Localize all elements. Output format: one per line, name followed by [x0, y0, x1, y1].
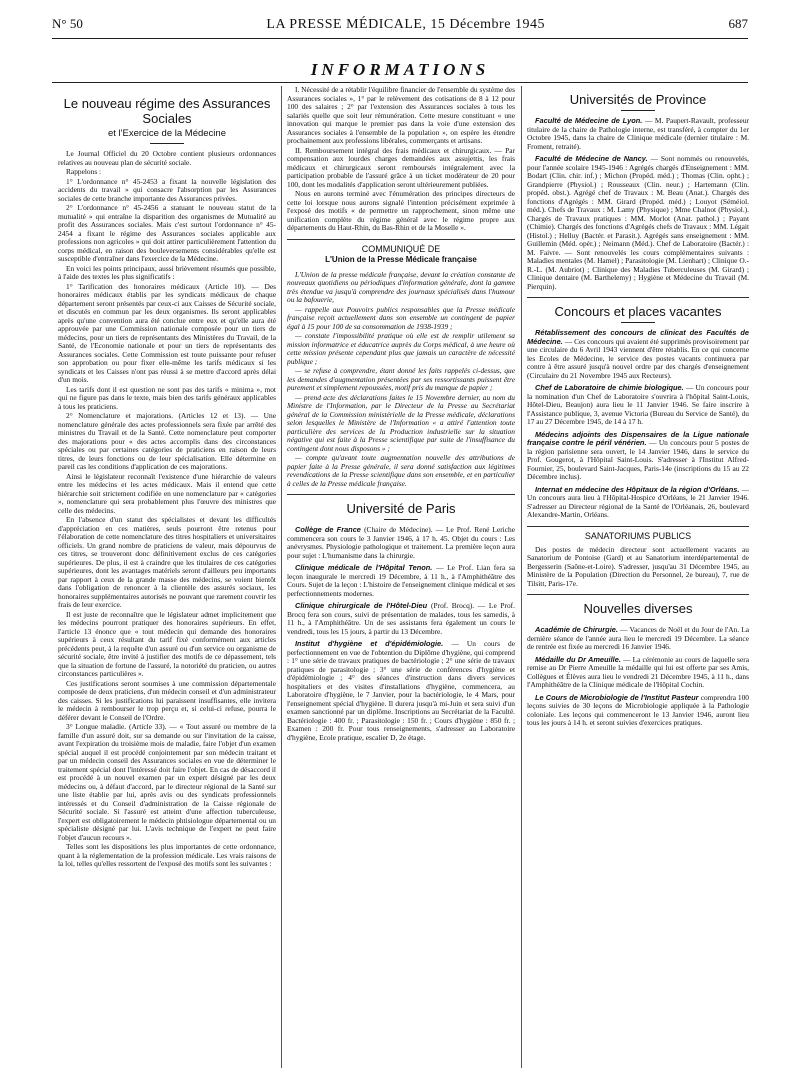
article-paragraph: Ainsi le législateur reconnaît l'existence d'une hiérarchie de valeurs entre les médecins et les actes médicaux. Mais il entend que cette hiérarchie soit strictement codifiée en une nomenclature par « catégories », nomenclature qui sera probablement plus l'œuvre des ministres que celle des médecins.: [58, 471, 276, 515]
communique-paragraph: — compte qu'avant toute augmentation nouvelle des attributions de papier faite à la Presse générale, il sera donné satisfaction aux légitimes revendications de la Presse scientifique dans son ensemble, et en particulier à celles de la Presse médicale française.: [287, 453, 515, 488]
news-item: [287, 602, 515, 636]
news-item-heading: Clinique chirurgicale de l'Hôtel-Dieu: [295, 601, 432, 610]
article-paragraph: Les tarifs dont il est question ne sont pas des tarifs « minima », mot qui ne figure pas dans le texte, mais bien des tarifs généraux applicables à tous les praticiens.: [58, 384, 276, 411]
news-item-heading: Le Cours de Microbiologie de l'Institut Pasteur: [535, 692, 701, 702]
communique-label: COMMUNIQUÉ DE: [361, 243, 441, 254]
paris-items: [287, 526, 515, 742]
news-item-heading: Médecins adjoints des Dispensaires de la Ligue nationale française contre le péril vénérien.: [527, 429, 749, 447]
news-item: [527, 626, 749, 652]
section-rule: [527, 526, 749, 527]
title-bar: [621, 322, 655, 323]
article-title: Le nouveau régime des Assurances Sociales: [63, 96, 271, 126]
recall-label: Rappelons :: [66, 167, 102, 176]
news-item-heading: Faculté de Médecine de Lyon.: [535, 116, 646, 125]
nouvelles-items: [527, 626, 749, 728]
news-item-text: — Ces concours qui avaient été supprimés provisoirement par une circulaire du 6 Avril 1943 viennent d'être rétablis. En ce qui concerne les Ecoles de Médecine, le service des postes vacants continuera par contre à être assuré jusqu'à nouvel ordre par des chargés d'enseignement (Circulaire du 21 Novembre 1945 aux Recteurs).: [527, 336, 749, 380]
news-item: [527, 486, 749, 520]
article-paragraph: En l'absence d'un statut des spécialistes et devant les difficultés d'appréciation en ces matières, seuls pourront être retenus pour l'élaboration de cette nomenclature des titres hospitaliers et universitaires officiels. Un grand nombre de praticiens de valeur, mais dépourvus de ces titres, se trouveront donc définitivement exclus de ces catégories supérieures. De plus, il est à craindre que les titulaires de ces catégories supérieures, dont les avantages matériels seront d'ailleurs peu importants par rapport à ceux de la grande masse des médecins, se voient bientôt dans l'obligation de renoncer à la clientèle des assurés sociaux, les honoraires supplémentaires autorisés ne pouvant que rarement couvrir les frais de leur exercice.: [58, 515, 276, 609]
banner-rule: [52, 82, 748, 83]
paris-title: Université de Paris: [346, 501, 456, 516]
news-item-heading: Institut d'hygiène et d'épidémiologie.: [295, 639, 452, 648]
title-bar: [621, 619, 655, 620]
news-item: [527, 329, 749, 380]
communique-body: [287, 271, 515, 489]
news-item: [527, 694, 749, 728]
page-number: 687: [728, 16, 748, 31]
news-item-text: — Vacances de Noël et du Jour de l'An. La dernière séance de l'année aura lieu le mercredi 19 Décembre. La séance de rentrée est fixée au mercredi 16 Janvier 1946.: [527, 625, 749, 651]
news-item-heading: Académie de Chirurgie.: [535, 625, 621, 634]
article-paragraph: Nous en aurons terminé avec l'énumération des principes directeurs de cette loi lorsque nous aurons signalé l'intention précisément exprimée à l'exposé des motifs « de permettre un rapprochement, sinon même une unification complète du régime général avec le régime propre aux départements du Haut-Rhin, du Bas-Rhin et de la Moselle ».: [287, 189, 515, 232]
title-bar: [150, 143, 184, 144]
communique-paragraph: — se refuse à comprendre, étant donné les faits rappelés ci-dessus, que les demandes d'augmentation présentées par ses ressortissants puissent être purement et simplement repoussées, motif pris du manque de papier ;: [287, 366, 515, 392]
article-continuation: [287, 86, 515, 233]
news-item-heading: Faculté de Médecine de Nancy.: [535, 154, 651, 163]
news-item: [527, 117, 749, 151]
news-item-text: (Chaire de Médecine). — Le Prof. René Leriche commencera son cours le 3 Janvier 1946, à 17 h. 45. Objet du cours : Les anévrysmes. Physiologie pathologique et traitement. La première leçon aura pour sujet : L'humanisme dans la chirurgie.: [287, 525, 515, 560]
concours-items: [527, 329, 749, 520]
news-item-heading: Rétablissement des concours de clinicat des Facultés de Médecine.: [527, 328, 749, 346]
news-item-text: — Le Prof. Lian fera sa leçon inaugurale le mercredi 19 Décembre, à 11 h., à l'Amphithéâtre des Cours. Sujet de la leçon : L'histoire de l'enseignement clinique médical et ses perfectionnements modernes.: [287, 563, 515, 598]
section-rule: [287, 239, 515, 240]
province-items: [527, 117, 749, 291]
news-item-text: comprendra 100 leçons suivies de 30 leçons de Microbiologie appliquée à la Pathologie coloniale. Les leçons qui commenceront le 13 Janvier 1946, auront lieu tous les jours à 14 h. et seront suivies d'exercices pratiques.: [527, 692, 749, 727]
news-item-text: — La cérémonie au cours de laquelle sera remise au Dr Pierre Ameuille la médaille qui lui est offerte par ses Amis, Collègues et Élèves aura lieu le vendredi 21 Décembre 1945, à 11 h., dans l'Amphithéâtre de la Clinique médicale de l'Hôpital Cochin.: [527, 654, 749, 689]
issue-number: N° 50: [52, 16, 83, 31]
column-divider: [521, 86, 522, 1068]
article-paragraph: Ces justifications seront soumises à une commission départementale composée de deux praticiens, d'un médecin conseil et d'un administrateur des caisses. Si les justifications lui paraissent insuffisantes, elle invitera le médecin à rembourser le trop perçu et, si celui-ci refuse, pourra le déférer devant le Conseil de l'Ordre.: [58, 678, 276, 722]
column-right: [527, 86, 749, 1068]
article-paragraph: 3° Longue maladie. (Article 33). — « Tout assuré ou membre de la famille d'un assuré doit, sur sa demande ou sur l'invitation de la caisse, avant l'expiration du troisième mois de maladie, faire l'objet d'un examen spécial auquel il est procédé conjointement par son médecin traitant et par un médecin conseil des Assurances sociales en vue de déterminer le traitement spécial dont l'intéressé doit faire l'objet. En cas de désaccord il est procédé à un nouvel examen par un expert désigné par les deux médecins ou, à défaut d'accord, par le directeur régional de la Santé sur une liste établie par lui, après avis ou des syndicats professionnels intéressés et du Conseil d'administration de la Caisse régionale de Sécurité sociale. Si l'assuré est atteint d'une affection tuberculeuse, l'expert est obligatoirement le médecin phtisiologue départemental ou un spécialiste désigné par lui. L'avis technique de l'expert ne peut faire l'objet d'aucun recours ».: [58, 722, 276, 842]
header-rule: [52, 38, 748, 39]
communique-paragraph: — rappelle aux Pouvoirs publics responsables que la Presse médicale française reçoit actuellement dans son ensemble un contingent de papier égal à 15 pour 100 de sa consommation de 1938-1939 ;: [287, 304, 515, 331]
news-item: [527, 431, 749, 482]
article-paragraph: 2° Nomenclature et majorations. (Articles 12 et 13). — Une nomenclature générale des actes professionnels sera fixée par arrêté des ministres du Travail et de la Santé. Cette nomenclature peut comporter des majorations pour « des actes accomplis dans des circonstances spéciales ou par certaines catégories de praticiens en raison de leurs titres, de leurs fonctions ou de leur spécialisation. Elle détermine en pareil cas les conditions d'application de ces majorations.: [58, 411, 276, 471]
section-banner: INFORMATIONS: [310, 60, 490, 79]
news-item: [527, 656, 749, 690]
news-item-heading: Médaille du Dr Ameuille.: [535, 654, 624, 664]
news-item: [527, 384, 749, 427]
section-rule: [287, 494, 515, 495]
news-item: [287, 564, 515, 598]
section-rule: [527, 297, 749, 298]
article-intro: Le Journal Officiel du 20 Octobre contient plusieurs ordonnances relatives au nouveau plan de sécurité sociale.: [58, 149, 276, 167]
article-paragraph: II. Remboursement intégral des frais médicaux et chirurgicaux. — Par compensation aux lourdes charges demandées aux assujettis, les frais médicaux et chirurgicaux seront remboursés intégralement avec la participation probable de l'assuré grâce à un ticket modérateur de 20 pour 100, dont les modalités d'application seront ultérieurement publiées.: [287, 145, 515, 189]
article-paragraph: 1° Tarification des honoraires médicaux (Article 10). — Des honoraires médicaux établis par les syndicats médicaux de chaque département seront présentés par ceux-ci aux Caisses de Sécurité sociale, et discutés en commun par les deux organismes. Ils seront applicables après qu'une convention aura été conclue entre eux et qu'elle aura été approuvée par une Commission nationale composée pour un tiers de médecins, pour un tiers de représentants des Ministères du Travail, de la Santé, de l'Economie nationale et pour un tiers de représentants des Assurances sociales. Cette Commission est toute puissante pour refuser son approbation ou pour fixer elle-même les tarifs médicaux si les syndicats et les Caisses n'ont pas réussi à se mettre d'accord après délai d'un mois.: [58, 281, 276, 384]
news-item-text: — Un concours pour la nomination d'un Chef de Laboratoire s'ouvrira à l'hôpital Saint-Louis, Hôtel-Dieu, Beaujon) aura lieu le 11 Janvier 1946. Se faire inscrire à l'Assistance publique, 3, avenue Victoria (Bureau du Service de Santé), du 17 au 27 Décembre 1945, de 14 à 17 h.: [527, 383, 749, 426]
news-item: [287, 526, 515, 560]
article-paragraph: 2° L'ordonnance n° 45-2456 a statuant le nouveau statut de la mutualité » qui entraîne la disparition des organismes de Mutualité au profit des Assurances sociales. Mais c'est surtout l'ordonnance n° 45-2454 a fixant le régime des Assurances sociales applicable aux professions non agricoles » qui doit attirer particulièrement l'attention du corps médical, en raison des bouleversements considérables qu'elle est susceptible d'entraîner dans l'exercice de la Médecine.: [58, 203, 276, 263]
news-item: [287, 640, 515, 742]
nouvelles-title: Nouvelles diverses: [583, 601, 693, 616]
communique-paragraph: — prend acte des déclarations faites le 15 Novembre dernier, au nom du Ministre de l'Information, par le Directeur de la Presse au Secrétariat général de la Commission ministérielle de la Presse médicale, déclarations selon lesquelles le Ministère de l'Information « a attiré l'attention toute particulière des services de la Production industrielle sur la situation négative qui est faite à la Presse scientifique par suite de l'insuffisance du contingent dont nous disposons » ;: [287, 392, 515, 453]
article-paragraph: Il est juste de reconnaître que le législateur admet implicitement que les médecins pourront pratiquer des honoraires supérieurs. En effet, l'article 13 énonce que « tout médecin qui demande des honoraires supérieurs à ceux résultant du tarif fixé conformément aux articles précédents peut, à la requête d'un assuré ou d'un service ou organisme de sécurité sociale, être invité à justifier des motifs de ce dépassement, tels que la situation de fortune de l'assuré, la notoriété du praticien, ou autres circonstances particulières ».: [58, 609, 276, 678]
sanatoriums-text: Des postes de médecin directeur sont actuellement vacants au Sanatorium de Pontoise (Gard) et au Sanatorium interdépartemental de Bergesserin (Saône-et-Loire). S'adresser, jusqu'au 31 Décembre 1945, au Ministère de la Population (Direction du Personnel, 2e bureau), 7, rue de Tilsitt, Paris-17e.: [527, 544, 749, 588]
article-paragraph: 1° L'ordonnance n° 45-2453 a fixant la nouvelle législation des accidents du travail » qui consacre l'absorption par les Assurances sociales de cette branche importante des Assurances privées.: [58, 176, 276, 203]
column-left: [58, 86, 276, 1068]
news-item-heading: Internat en médecine des Hôpitaux de la région d'Orléans.: [535, 484, 742, 494]
page-header: [52, 16, 748, 38]
sanatoriums-title: SANATORIUMS PUBLICS: [584, 530, 692, 541]
article-body: [58, 178, 276, 869]
section-rule: [527, 594, 749, 595]
title-bar: [384, 519, 418, 520]
article-subtitle: et l'Exercice de la Médecine: [108, 128, 226, 139]
article-paragraph: I. Nécessité de a rétablir l'équilibre financier de l'ensemble du système des Assurances sociales », 1° par le relèvement des cotisations de 8 à 12 pour 100 des salaires ; 2° par l'extension des Assurances sociales à tous les salariés quelle que soit leur rémunération. Cette mesure constituant « une innovation qui marque le premier pas dans la voie d'une extension des Assurances sociales à l'ensemble de la population », on espère les étendre prochainement aux professions libérales, commerçants et artisans.: [287, 86, 515, 145]
column-divider: [281, 86, 282, 1068]
communique-paragraph: L'Union de la presse médicale française, devant la création constante de nouveaux quotidiens ou périodiques d'information générale, dont la gamme très étendue va jusqu'à comprendre des journaux spécialisés dans l'humour ou la bafouerie,: [287, 269, 515, 304]
news-item-text: — Un concours aura lieu à l'Hôpital-Hospice d'Orléans, le 21 Janvier 1946. S'adresser au Directeur régional de la Santé de l'Orléanais, 26, boulevard Alexandre-Martin, Orléans.: [527, 484, 749, 519]
article-paragraph: Telles sont les dispositions les plus importantes de cette ordonnance, quant à la réglementation de la profession médicale. Les vrais raisons de la loi, telles qu'elles ressortent de l'exposé des motifs sont les suivantes :: [58, 842, 276, 868]
news-item-heading: Collège de France: [295, 525, 365, 534]
journal-title: LA PRESSE MÉDICALE, 15 Décembre 1945: [266, 17, 545, 32]
province-title: Universités de Province: [569, 92, 707, 107]
title-bar: [621, 110, 655, 111]
news-item: [527, 155, 749, 291]
news-item-text: (Prof. Brocq). — Le Prof. Brocq fera son cours, suivi de présentation de malades, tous les samedis, à 11 h., à l'Amphithéâtre. Un de ses assistants fera également un cours le vendredi, tous les 15 jours, à partir du 13 Décembre.: [287, 601, 515, 636]
news-item-text: — Un cours de perfectionnement en vue de l'obtention du Diplôme d'hygiène, qui comprend : 1° une série de travaux pratiques de bactériologie ; 2° une série de travaux pratiques de parasitologie ; 3° une série de conférences d'hygiène et d'épidémiologie ; 4° des séances d'instruction dans divers services hospitaliers et des visites d'installations d'hygiène, commencera, au Laboratoire d'hygiène, le 7 Janvier, pour la bactériologie, le 4 Mars, pour l'enseignement spécial d'hygiène. Il durera jusqu'à mi-Juin et sera suivi d'un examen sanctionné par un diplôme. Inscriptions au Secrétariat de la Faculté. Bactériologie : 400 fr. ; Parasitologie : 150 fr. ; Cours d'hygiène : 850 fr. ; Examen : 200 fr. Pour tous renseignements, s'adresser au Laboratoire d'hygiène, Ecole pratique, escalier D, 2e étage.: [287, 639, 515, 742]
communique-title: L'Union de la Presse Médicale française: [325, 254, 477, 264]
news-item-text: — M. Paupert-Ravault, professeur titulaire de la chaire de Pathologie interne, est transféré, à compter du 1er Octobre 1945, dans la chaire de Clinique médicale (dernier titulaire : M. Froment, retraité).: [527, 116, 749, 151]
column-middle: [287, 86, 515, 1068]
news-item-heading: Chef de Laboratoire de chimie biologique.: [535, 383, 687, 392]
news-item-text: — Sont nommés ou renouvelés, pour l'année scolaire 1945-1946 : Agrégés chargés d'Enseignement : MM. Bodart (Clin. chir. inf.) ; Michon (Propéd. méd.) ; Thomas (Clin. opht.) ; Grandpierre (Physiol.) ; Rousseaux (Clin. neur.) ; Hartemann (Clin. propéd. obst.). Agrégé chef de Travaux : M. Beau (Anat.). Chargés des fonctions d'Agrégés : MM. Girard (Propéd. méd.) ; Louyot (Séméiol. méd.). Chefs de Travaux : M. Lamy (Physique) ; Mme Chalnot (Physiol.). Chargés de Travaux pratiques : MM. Morlot (Anat. pathol.) ; Payant (Chimie). Chargés des fonctions d'Agrégés chefs de Travaux : MM. Légait (Histol.) ; Helluy (Bactér. et Parasit.). Agrégés sans enseignement : MM. Guillemin (Méd. opér.) ; Neimann (Méd.). Chef de Laboratoire (Bactér.) : M. Faivre. — Sont renouvelés les cours complémentaires suivants : Maladies mentales (M. Hamel) ; Parasitologie (M. Lienhart) ; Clinique O.-R.-L. (M. Aubriot) ; Clinique des Maladies Tuberculeuses (M. Girard) ; Clinique dentaire (M. Barthelemy) ; Hygiène et Médecine du Travail (M. Pierquin).: [527, 154, 749, 291]
article-paragraph: En voici les points principaux, aussi brièvement résumés que possible, à l'aide des textes les plus significatifs :: [58, 263, 276, 281]
concours-title: Concours et places vacantes: [554, 304, 722, 319]
news-item-heading: Clinique médicale de l'Hôpital Tenon.: [295, 563, 437, 572]
news-item-text: — Un concours pour 5 postes de la région parisienne sera ouvert, le 14 Janvier 1946, dans le service du Prof. Gougerot, à l'Hôpital Saint-Louis. S'adresser à l'Institut Alfred-Fournier, 25, boulevard Saint-Jacques, Paris-14e (inscriptions du 15 au 22 Décembre inclus).: [527, 438, 749, 481]
communique-paragraph: — constate l'impossibilité pratique où elle est de remplir utilement sa mission informatrice et éducatrice auprès du Corps médical, à une heure où cette mission présente cependant plus que jamais un caractère de nécessité publique ;: [287, 331, 515, 366]
